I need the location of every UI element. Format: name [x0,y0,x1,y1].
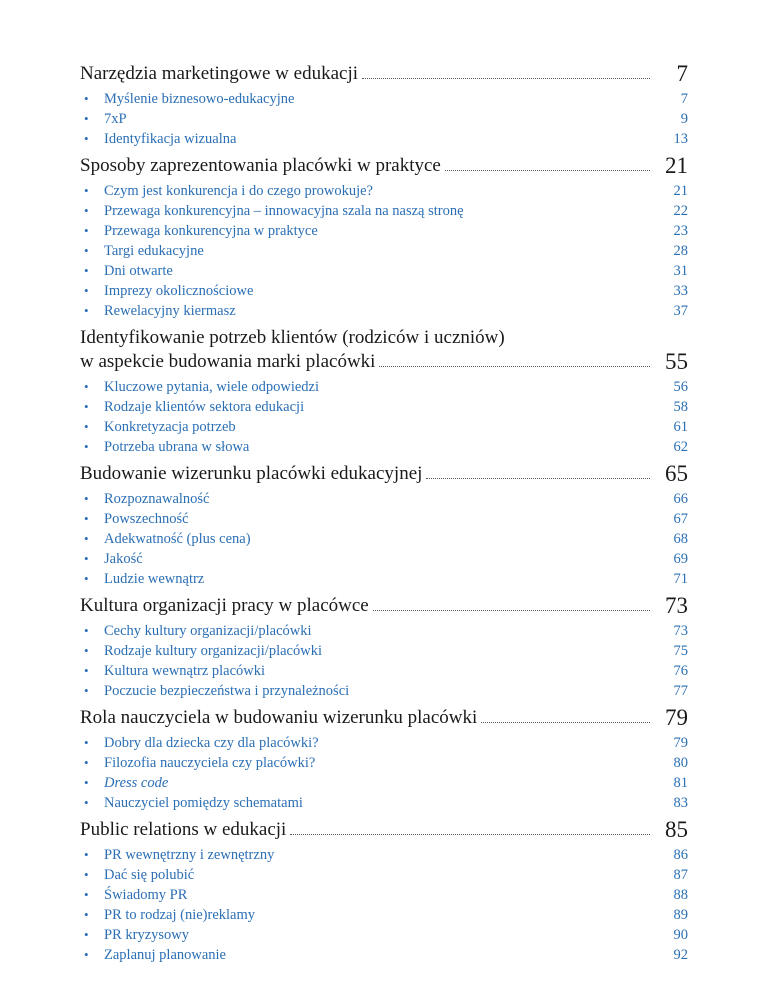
toc-item-page-number: 81 [673,775,688,791]
section-heading[interactable] [80,594,688,618]
toc-item[interactable] [80,681,688,701]
toc-item[interactable] [80,201,688,221]
section-heading[interactable] [80,326,688,374]
bullet-icon: • [84,223,89,238]
subsection-list [80,489,688,589]
toc-item-label: PR to rodzaj (nie)reklamy [104,907,255,923]
toc-item-page-number: 58 [673,399,688,415]
section-page-number: 85 [665,817,688,842]
toc-item-page-number: 31 [673,263,688,279]
toc-item-page-number: 80 [673,755,688,771]
section-page-number: 21 [665,153,688,178]
toc-item-label: Dać się polubić [104,867,195,883]
toc-item-label: Kluczowe pytania, wiele odpowiedzi [104,379,320,395]
toc-item[interactable] [80,945,688,965]
section-page-number: 73 [665,593,688,618]
dot-leader [481,722,650,723]
toc-item-label: Rewelacyjny kiermasz [104,303,236,319]
toc-item[interactable] [80,529,688,549]
bullet-icon: • [84,847,89,862]
toc-item-page-number: 86 [673,847,688,863]
toc-item[interactable] [80,865,688,885]
bullet-icon: • [84,927,89,942]
toc-item-page-number: 76 [673,663,688,679]
toc-section [80,594,688,701]
dot-leader [373,610,650,611]
bullet-icon: • [84,755,89,770]
section-title-line: Rola nauczyciela w budowaniu wizerunku placówki [80,707,478,728]
toc-item[interactable] [80,621,688,641]
bullet-icon: • [84,131,89,146]
toc-item[interactable] [80,89,688,109]
toc-item[interactable] [80,641,688,661]
bullet-icon: • [84,907,89,922]
toc-item-page-number: 92 [673,947,688,963]
toc-item[interactable] [80,261,688,281]
toc-item[interactable] [80,377,688,397]
toc-item-page-number: 56 [673,379,688,395]
bullet-icon: • [84,775,89,790]
toc-item-label: Powszechność [104,511,189,527]
toc-item[interactable] [80,397,688,417]
section-title-line: Identyfikowanie potrzeb klientów (rodziców i uczniów) [80,327,505,348]
section-title [80,154,656,178]
section-heading[interactable] [80,818,688,842]
subsection-list [80,377,688,457]
toc-item-label: Rodzaje kultury organizacji/placówki [104,643,322,659]
dot-leader [426,478,650,479]
toc-item-label: Kultura wewnątrz placówki [104,663,266,679]
dot-leader [362,78,650,79]
toc-item-page-number: 21 [673,183,688,199]
toc-item[interactable] [80,181,688,201]
toc-item-label: Czym jest konkurencja i do czego prowokuje? [104,183,373,199]
bullet-icon: • [84,183,89,198]
section-page-number: 65 [665,461,688,486]
dot-leader [445,170,650,171]
toc-item-label: Dni otwarte [104,263,173,279]
section-title-line: w aspekcie budowania marki placówki [80,351,376,372]
toc-item-page-number: 69 [673,551,688,567]
toc-item-label: Przewaga konkurencyjna – innowacyjna szala na naszą stronę [104,203,464,219]
section-title-line: Budowanie wizerunku placówki edukacyjnej [80,463,423,484]
bullet-icon: • [84,203,89,218]
toc-item-page-number: 87 [673,867,688,883]
toc-item-page-number: 23 [673,223,688,239]
bullet-icon: • [84,511,89,526]
toc-item-page-number: 83 [673,795,688,811]
bullet-icon: • [84,439,89,454]
section-heading[interactable] [80,706,688,730]
subsection-list [80,733,688,813]
toc-item[interactable] [80,109,688,129]
toc-section [80,326,688,457]
table-of-contents [80,62,688,970]
toc-item-label: PR wewnętrzny i zewnętrzny [104,847,275,863]
bullet-icon: • [84,623,89,638]
subsection-list [80,845,688,965]
toc-item-page-number: 88 [673,887,688,903]
toc-item[interactable] [80,221,688,241]
bullet-icon: • [84,683,89,698]
toc-item-label: Konkretyzacja potrzeb [104,419,236,435]
bullet-icon: • [84,551,89,566]
section-heading[interactable] [80,62,688,86]
toc-item-page-number: 9 [680,111,688,127]
toc-item-page-number: 75 [673,643,688,659]
bullet-icon: • [84,867,89,882]
section-title-line: Public relations w edukacji [80,819,287,840]
toc-item-page-number: 62 [673,439,688,455]
dot-leader [290,834,650,835]
toc-item-page-number: 79 [673,735,688,751]
toc-item-label: Rodzaje klientów sektora edukacji [104,399,305,415]
toc-item-label: Cechy kultury organizacji/placówki [104,623,312,639]
dot-leader [379,366,650,367]
toc-item[interactable] [80,281,688,301]
bullet-icon: • [84,111,89,126]
bullet-icon: • [84,887,89,902]
toc-item-label: Zaplanuj planowanie [104,947,226,963]
bullet-icon: • [84,947,89,962]
bullet-icon: • [84,735,89,750]
toc-item-label: Jakość [104,551,143,567]
toc-item-page-number: 89 [673,907,688,923]
toc-item-label: PR kryzysowy [104,927,189,943]
toc-item[interactable] [80,549,688,569]
toc-item-label: Myślenie biznesowo-edukacyjne [104,91,295,107]
bullet-icon: • [84,643,89,658]
toc-item-page-number: 67 [673,511,688,527]
bullet-icon: • [84,419,89,434]
toc-item-page-number: 77 [673,683,688,699]
toc-item[interactable] [80,489,688,509]
section-page-number: 55 [665,349,688,374]
toc-item-page-number: 73 [673,623,688,639]
toc-item[interactable] [80,925,688,945]
toc-section [80,706,688,813]
toc-section [80,462,688,589]
toc-item[interactable] [80,301,688,321]
toc-section [80,62,688,149]
toc-item-page-number: 28 [673,243,688,259]
toc-section [80,818,688,965]
toc-item[interactable] [80,753,688,773]
toc-item-label: Rozpoznawalność [104,491,210,507]
section-title [80,818,656,842]
toc-item-label: Potrzeba ubrana w słowa [104,439,250,455]
toc-item[interactable] [80,569,688,589]
toc-item-label: Imprezy okolicznościowe [104,283,254,299]
toc-item-label: Filozofia nauczyciela czy placówki? [104,755,316,771]
section-heading[interactable] [80,154,688,178]
toc-item[interactable] [80,905,688,925]
bullet-icon: • [84,531,89,546]
toc-item-page-number: 61 [673,419,688,435]
toc-item-label: Poczucie bezpieczeństwa i przynależności [104,683,350,699]
bullet-icon: • [84,663,89,678]
toc-item-page-number: 90 [673,927,688,943]
bullet-icon: • [84,263,89,278]
toc-item-label: Dress code [104,775,169,791]
toc-item-label: Dobry dla dziecka czy dla placówki? [104,735,319,751]
section-heading[interactable] [80,462,688,486]
bullet-icon: • [84,283,89,298]
subsection-list [80,181,688,321]
toc-item-page-number: 68 [673,531,688,547]
section-title [80,594,656,618]
bullet-icon: • [84,491,89,506]
toc-item-label: Przewaga konkurencyjna w praktyce [104,223,318,239]
section-title-line: Sposoby zaprezentowania placówki w praktyce [80,155,441,176]
toc-item-page-number: 71 [673,571,688,587]
toc-item-page-number: 13 [673,131,688,147]
toc-item[interactable] [80,129,688,149]
toc-item-label: Identyfikacja wizualna [104,131,237,147]
toc-item[interactable] [80,509,688,529]
toc-item-page-number: 66 [673,491,688,507]
bullet-icon: • [84,571,89,586]
toc-item-label: Adekwatność (plus cena) [104,531,251,547]
section-title [80,326,656,374]
toc-item[interactable] [80,885,688,905]
section-page-number: 7 [676,61,688,86]
bullet-icon: • [84,399,89,414]
toc-item[interactable] [80,661,688,681]
section-title-line: Narzędzia marketingowe w edukacji [80,63,359,84]
toc-item[interactable] [80,241,688,261]
toc-section [80,154,688,321]
toc-item-label: Targi edukacyjne [104,243,204,259]
toc-item-page-number: 33 [673,283,688,299]
toc-item-label: 7xP [104,111,127,127]
toc-item[interactable] [80,733,688,753]
bullet-icon: • [84,795,89,810]
toc-item[interactable] [80,845,688,865]
toc-item-page-number: 22 [673,203,688,219]
section-page-number: 79 [665,705,688,730]
bullet-icon: • [84,303,89,318]
toc-item[interactable] [80,773,688,793]
bullet-icon: • [84,91,89,106]
toc-item-label: Świadomy PR [104,887,188,903]
toc-item[interactable] [80,793,688,813]
bullet-icon: • [84,243,89,258]
section-title [80,62,656,86]
section-title-line: Kultura organizacji pracy w placówce [80,595,369,616]
bullet-icon: • [84,379,89,394]
toc-item-label: Ludzie wewnątrz [104,571,205,587]
section-title [80,706,656,730]
section-title [80,462,656,486]
toc-item[interactable] [80,417,688,437]
subsection-list [80,621,688,701]
toc-item-label: Nauczyciel pomiędzy schematami [104,795,303,811]
subsection-list [80,89,688,149]
toc-item-page-number: 7 [680,91,688,107]
toc-item[interactable] [80,437,688,457]
toc-item-page-number: 37 [673,303,688,319]
